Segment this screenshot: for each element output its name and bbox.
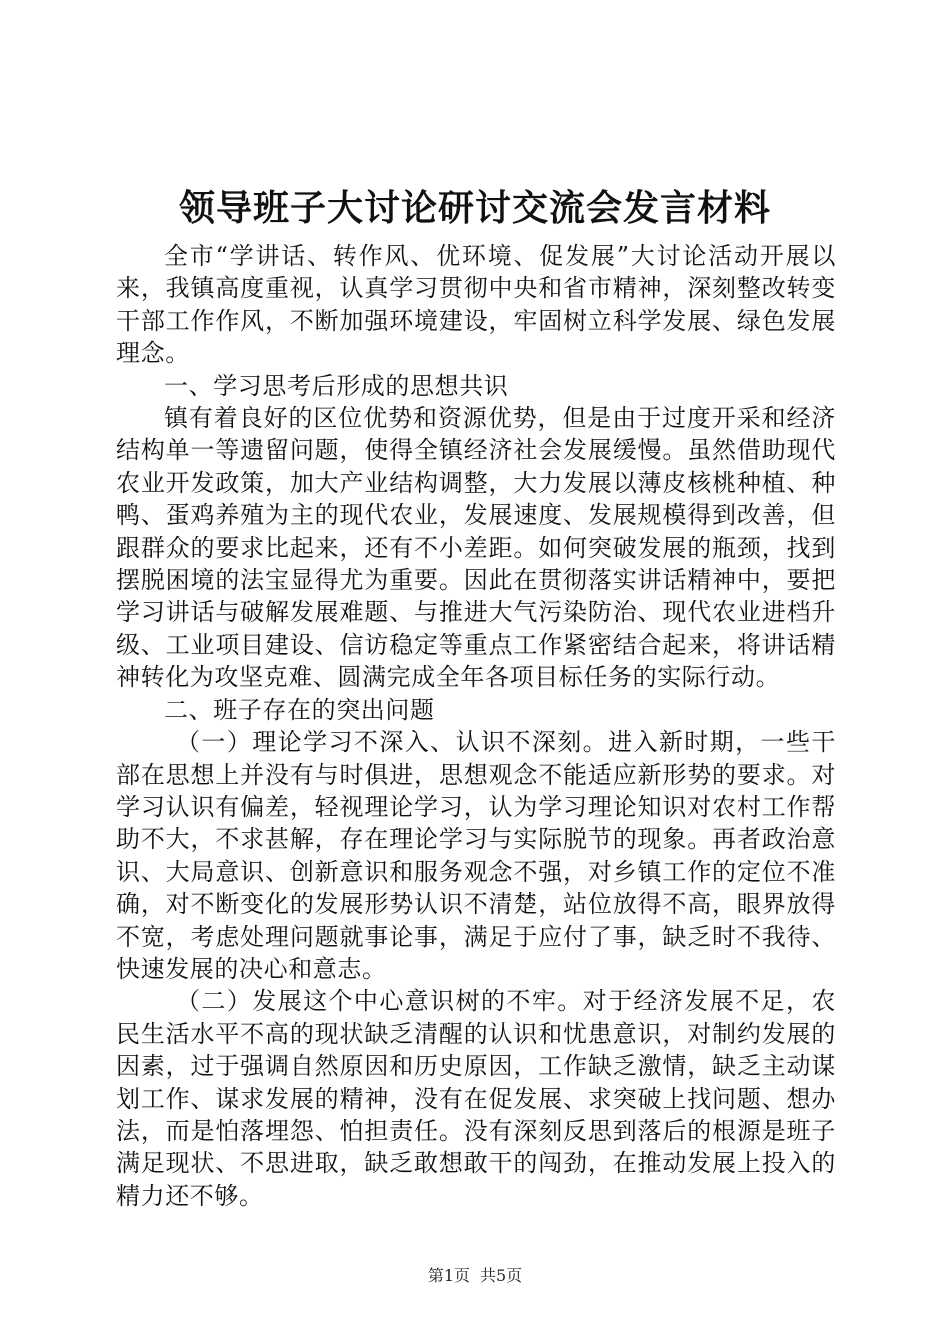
page-footer <box>0 1264 950 1288</box>
intro-paragraph: 全市“学讲话、转作风、优环境、促发展”大讨论活动开展以来，我镇高度重视，认真学习贯彻中央和省市精神，深刻整改转变干部工作作风，不断加强环境建设，牢固树立科学发展、绿色发展理念。 <box>116 242 836 368</box>
page-number: 第1页 <box>427 1266 470 1285</box>
section-2-item-2-paragraph: （二）发展这个中心意识树的不牢。对于经济发展不足，农民生活水平不高的现状缺乏清醒的认识和忧患意识，对制约发展的因素，过于强调自然原因和历史原因，工作缺乏激情，缺乏主动谋划工作、谋求发展的精神，没有在促发展、求突破上找问题、想办法，而是怕落埋怨、怕担责任。没有深刻反思到落后的根源是班子满足现状、不思进取，缺乏敢想敢干的闯劲，在推动发展上投入的精力还不够。 <box>116 987 836 1210</box>
page-total: 共5页 <box>480 1266 523 1285</box>
section-heading-1: 一、学习思考后形成的思想共识 <box>164 371 509 400</box>
section-heading-2: 二、班子存在的突出问题 <box>164 695 435 724</box>
section-1-paragraph: 镇有着良好的区位优势和资源优势，但是由于过度开采和经济结构单一等遗留问题，使得全镇经济社会发展缓慢。虽然借助现代农业开发政策，加大产业结构调整，大力发展以薄皮核桃种植、种鸭、蛋鸡养殖为主的现代农业，发展速度、发展规模得到改善，但跟群众的要求比起来，还有不小差距。如何突破发展的瓶颈，找到摆脱困境的法宝显得尤为重要。因此在贯彻落实讲话精神中，要把学习讲话与破解发展难题、与推进大气污染防治、现代农业进档升级、工业项目建设、信访稳定等重点工作紧密结合起来，将讲话精神转化为攻坚克难、圆满完成全年各项目标任务的实际行动。 <box>116 404 836 692</box>
document-title: 领导班子大讨论研讨交流会发言材料 <box>178 187 771 229</box>
document-body <box>116 240 836 1212</box>
section-2-item-1-paragraph: （一）理论学习不深入、认识不深刻。进入新时期，一些干部在思想上并没有与时俱进，思想观念不能适应新形势的要求。对学习认识有偏差，轻视理论学习，认为学习理论知识对农村工作帮助不大，不求甚解，存在理论学习与实际脱节的现象。再者政治意识、大局意识、创新意识和服务观念不强，对乡镇工作的定位不准确，对不断变化的发展形势认识不清楚，站位放得不高，眼界放得不宽，考虑处理问题就事论事，满足于应付了事，缺乏时不我待、快速发展的决心和意志。 <box>116 728 836 983</box>
